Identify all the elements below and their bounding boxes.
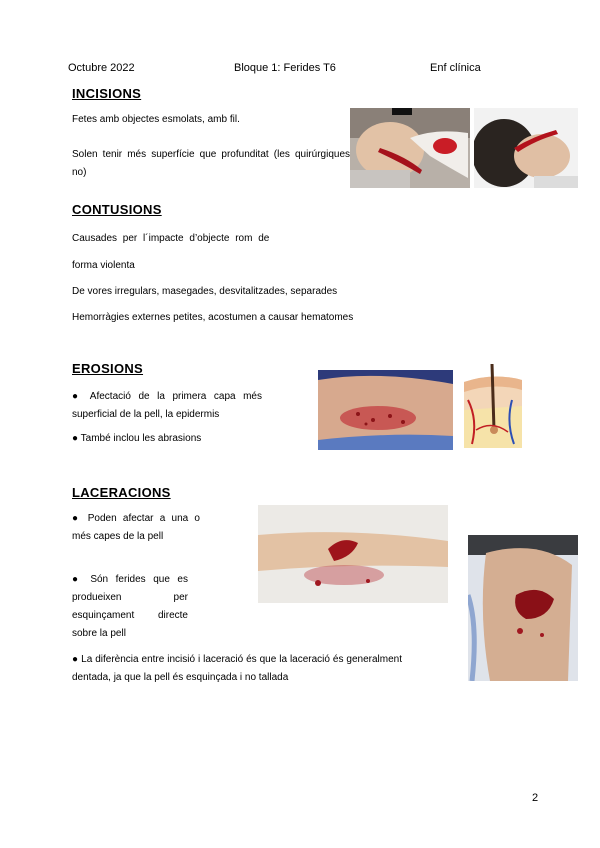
section-title-erosions: EROSIONS (72, 361, 144, 376)
erosions-text-2: ● També inclou les abrasions (72, 433, 202, 444)
erosions-text-1: ● Afectació de la primera capa més superficial de la pell, la epidermis (72, 391, 262, 420)
section-title-laceracions: LACERACIONS (72, 485, 171, 500)
header-topic: Bloque 1: Ferides T6 (234, 62, 336, 74)
header-date: Octubre 2022 (68, 62, 135, 74)
laceracions-text-1: ● Poden afectar a una o més capes de la pell (72, 513, 200, 542)
incisions-text-2: Solen tenir més superfície que profunditat (les quirúrgiques no) (72, 149, 350, 178)
skin-layers-diagram (462, 360, 524, 450)
laceracions-text-2: ● Són ferides que es produeixen per esquinçament directe sobre la pell (72, 574, 188, 639)
contusions-text-3: De vores irregulars, masegades, desvitalitzades, separades (72, 286, 338, 297)
section-title-incisions: INCISIONS (72, 86, 142, 101)
contusions-text-2: forma violenta (72, 260, 135, 271)
page-number: 2 (532, 792, 539, 804)
erosion-arm-photo (318, 370, 453, 450)
header-subject: Enf clínica (430, 62, 481, 74)
contusions-text-1: Causades per l´impacte d’objecte rom de (72, 233, 270, 244)
laceracions-text-3: ● La diferència entre incisió i laceració és que la laceració és generalment dentada, ja que la pell és esquinçada i no tallada (72, 654, 402, 683)
laceration-arm-photo (468, 535, 578, 681)
laceration-leg-photo (258, 505, 448, 603)
incision-face-photo (350, 108, 470, 188)
contusions-text-4: Hemorràgies externes petites, acostumen a causar hematomes (72, 312, 354, 323)
incision-head-photo (474, 108, 578, 188)
section-title-contusions: CONTUSIONS (72, 202, 162, 217)
incisions-text-1: Fetes amb objectes esmolats, amb fil. (72, 114, 240, 125)
